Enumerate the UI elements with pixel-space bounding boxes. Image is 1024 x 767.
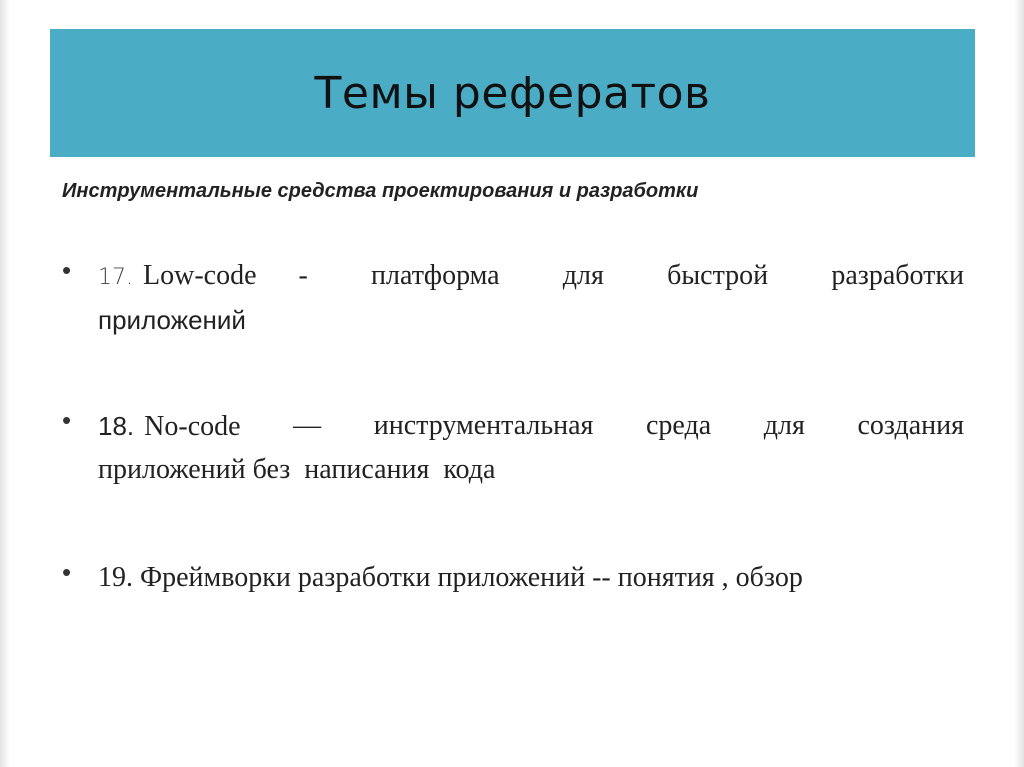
item-number: 19. <box>98 562 133 593</box>
item-word: быстрой <box>667 260 769 291</box>
item-word: платформа <box>371 260 500 291</box>
item-dash: — <box>293 410 322 441</box>
item-word: для <box>763 410 805 441</box>
item-dash: - <box>298 260 308 291</box>
item-word: инструментальная <box>373 410 594 441</box>
list-item-18-lead <box>98 404 241 448</box>
item-term: No-code <box>144 411 241 442</box>
list-item-18-line-1 <box>98 404 964 448</box>
item-number: 17. <box>98 265 133 290</box>
slide-edge-left <box>0 0 10 767</box>
section-subtitle: Инструментальные средства проектирования и разработки <box>62 180 699 202</box>
list-item-17-line-1 <box>98 254 964 298</box>
title-band <box>50 29 975 157</box>
list-item-18-line-2: приложений без написания кода <box>98 454 496 485</box>
item-number: 18. <box>98 411 135 441</box>
item-text: Фреймворки разработки приложений -- понятия , обзор <box>140 562 803 593</box>
slide-edge-right <box>1014 0 1024 767</box>
bullet-19: • <box>62 557 72 587</box>
page-title: Темы рефератов <box>314 67 711 119</box>
item-word: для <box>562 260 604 291</box>
list-item-17-lead <box>98 254 308 298</box>
item-word: среда <box>646 410 712 441</box>
item-term: Low-code <box>143 260 257 291</box>
list-item-18 <box>98 404 964 492</box>
list-item-17 <box>98 254 964 342</box>
list-item-19-line-1 <box>98 556 964 600</box>
list-item-17-line-2: приложений <box>98 305 246 335</box>
list-item-19 <box>98 556 964 600</box>
item-word: создания <box>857 410 964 441</box>
item-word: разработки <box>831 260 964 291</box>
bullet-18: • <box>62 405 72 435</box>
bullet-17: • <box>62 255 72 285</box>
